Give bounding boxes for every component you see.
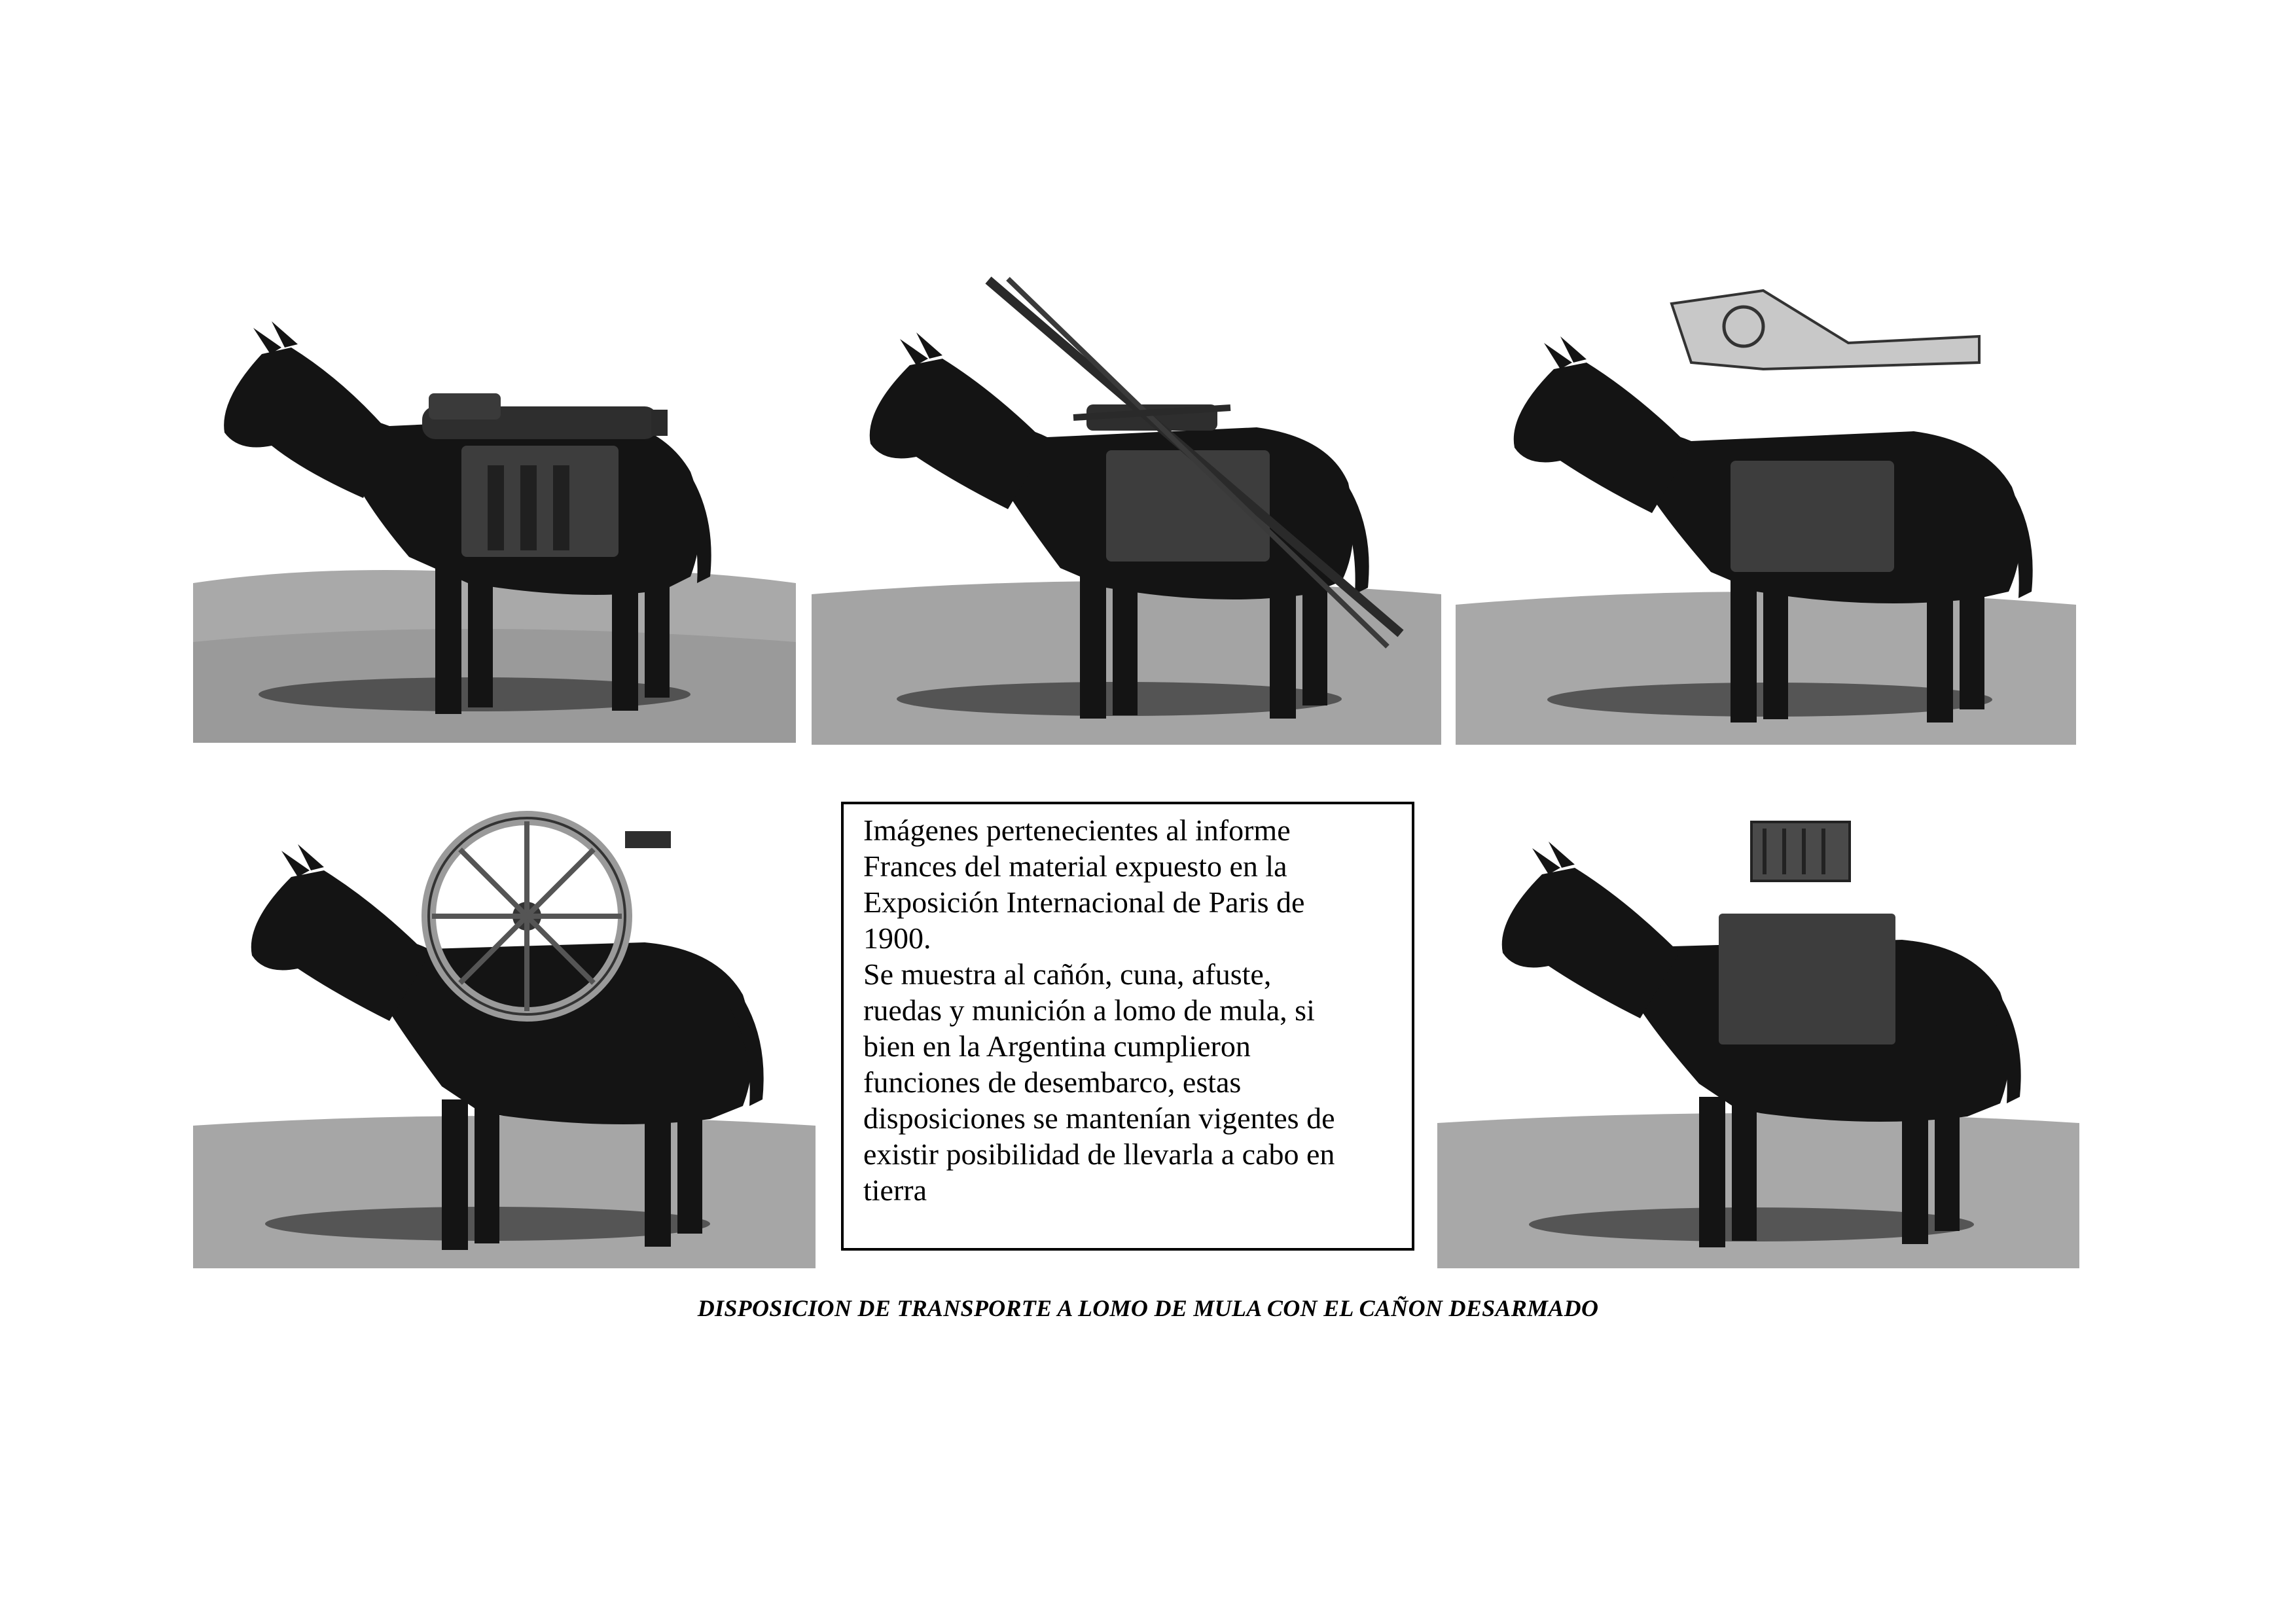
photo-mule-wheels: [193, 785, 816, 1268]
figure-title: DISPOSICION DE TRANSPORTE A LOMO DE MULA CON EL CAÑON DESARMADO: [697, 1295, 1599, 1321]
caption-box: [841, 802, 1414, 1251]
caption-text: Imágenes pertenecientes al informe Frances del material expuesto en la Exposición Internacional de Paris de 1900. Se muestra al cañón, cuna, afuste, ruedas y munición a lomo de mula, si bien en la Argentina cumplieron funciones de desembarco, estas disposiciones se mantenían vigentes de existir posibilidad de llevarla a cabo en tierra: [863, 813, 1335, 1207]
photo-mule-trail-cradle: [812, 267, 1441, 745]
photo-mule-gun-carriage: [1456, 264, 2076, 745]
photo-mule-ammunition: [1437, 783, 2079, 1268]
photo-mule-cannon-barrel: [193, 276, 796, 743]
